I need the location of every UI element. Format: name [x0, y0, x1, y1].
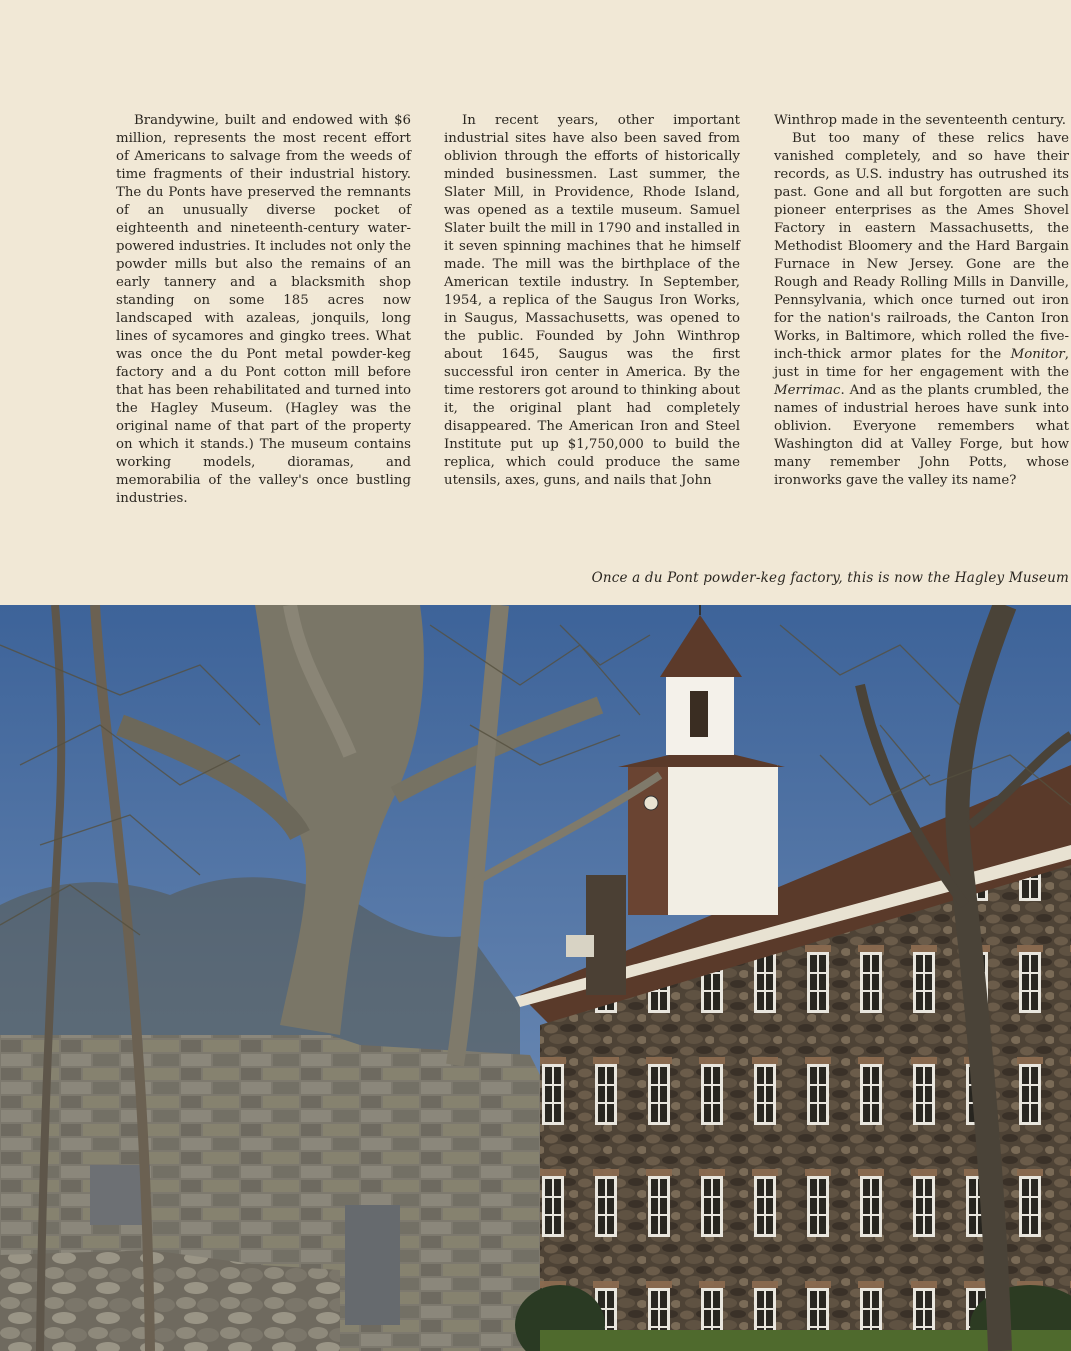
photo-caption: Once a du Pont powder-keg factory, this is now the Hagley Museum: [591, 570, 1069, 586]
article-column-3: [774, 112, 1069, 490]
ship-name-merrimac: Merrimac: [774, 383, 841, 398]
article-column-2: [444, 112, 740, 490]
ship-name-monitor: Monitor: [1010, 347, 1065, 362]
paragraph: Winthrop made in the seventeenth century.: [774, 113, 1066, 128]
paragraph: [774, 130, 1069, 490]
text-run: But too many of these relics have vanished completely, and so have their records, as U.S. industry has outrushed its past. Gone and all but forgotten are such pioneer enterprises as the Ames Shovel Factory in eastern Massachusetts, the Methodist Bloomery and the Hard Bargain Furnace in New Jersey. Gone are the Rough and Ready Rolling Mills in Danville, Pennsylvania, which once turned out iron for the nation's railroads, the Canton Iron Works, in Baltimore, which rolled the five-inch-thick armor plates for the: [774, 131, 1069, 362]
article-column-1: [116, 112, 411, 508]
text-run: . And as the plants crumbled, the names of industrial heroes have sunk into oblivion. Everyone remembers what Washington did at Valley Forge, but how many remember John Potts, whose ironworks gave the valley its name?: [774, 383, 1069, 488]
paragraph: Brandywine, built and endowed with $6 million, represents the most recent effort of Americans to salvage from the weeds of time fragments of their industrial history. The du Ponts have preserved the remnants of an unusually diverse pocket of eighteenth and nineteenth-century water-powered industries. It includes not only the powder mills but also the remains of an early tannery and a blacksmith shop standing on some 185 acres now landscaped with azaleas, jonquils, long lines of sycamores and gingko trees. What was once the du Pont metal powder-keg factory and a du Pont cotton mill before that has been rehabilitated and turned into the Hagley Museum. (Hagley was the original name of that part of the property on which it stands.) The museum contains working models, dioramas, and memorabilia of the valley's once bustling industries.: [116, 113, 411, 506]
text-run: , just in time for her engagement with the: [774, 347, 1069, 380]
paragraph: In recent years, other important industrial sites have also been saved from oblivion through the efforts of historically minded businessmen. Last summer, the Slater Mill, in Providence, Rhode Island, was opened as a textile museum. Samuel Slater built the mill in 1790 and installed in it seven spinning machines that he himself made. The mill was the birthplace of the American textile industry. In September, 1954, a replica of the Saugus Iron Works, in Saugus, Massachusetts, was opened to the public. Founded by John Winthrop about 1645, Saugus was the first successful iron center in America. By the time restorers got around to thinking about it, the original plant had completely disappeared. The American Iron and Steel Institute put up $1,750,000 to build the replica, which could produce the same utensils, axes, guns, and nails that John: [444, 113, 740, 488]
hagley-museum-photo: [0, 605, 1071, 1351]
